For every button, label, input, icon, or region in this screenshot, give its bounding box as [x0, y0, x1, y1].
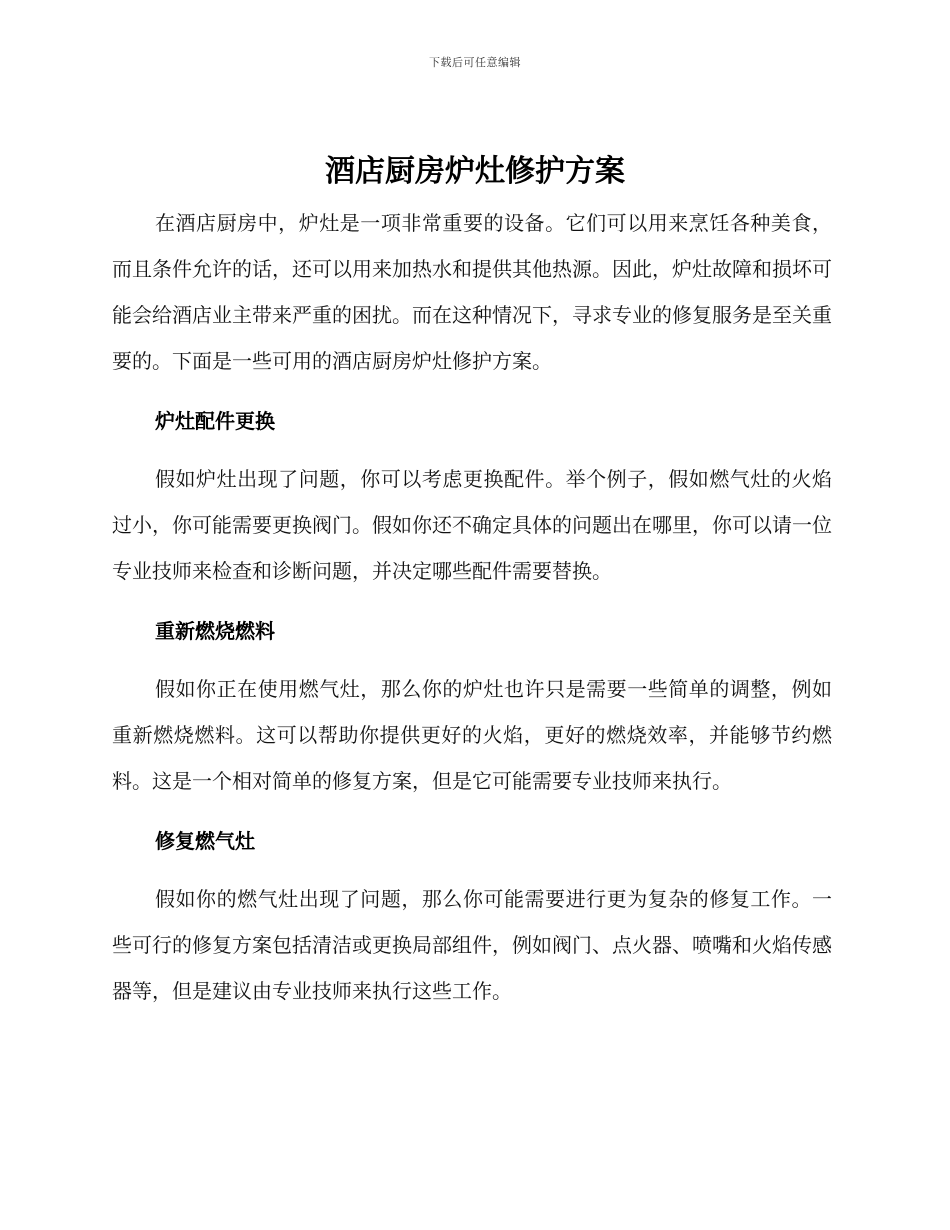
section-heading-refuel: 重新燃烧燃料	[155, 619, 275, 643]
section-heading-gas-stove-repair: 修复燃气灶	[155, 829, 255, 853]
document-body	[112, 200, 832, 1014]
document-title: 酒店厨房炉灶修护方案	[325, 154, 625, 189]
section-body-refuel: 假如你正在使用燃气灶，那么你的炉灶也许只是需要一些简单的调整，例如重新燃烧燃料。这可以帮助你提供更好的火焰，更好的燃烧效率，并能够节约燃料。这是一个相对简单的修复方案，但是它可能需要专业技师来执行。	[112, 677, 832, 793]
intro-paragraph: 在酒店厨房中，炉灶是一项非常重要的设备。它们可以用来烹饪各种美食，而且条件允许的话，还可以用来加热水和提供其他热源。因此，炉灶故障和损坏可能会给酒店业主带来严重的困扰。而在这种情况下，寻求专业的修复服务是至关重要的。下面是一些可用的酒店厨房炉灶修护方案。	[112, 211, 832, 373]
section-body-parts-replacement: 假如炉灶出现了问题，你可以考虑更换配件。举个例子，假如燃气灶的火焰过小，你可能需要更换阀门。假如你还不确定具体的问题出在哪里，你可以请一位专业技师来检查和诊断问题，并决定哪些配件需要替换。	[112, 467, 832, 583]
header-note: 下载后可任意编辑	[429, 56, 521, 69]
section-body-gas-stove-repair: 假如你的燃气灶出现了问题，那么你可能需要进行更为复杂的修复工作。一些可行的修复方案包括清洁或更换局部组件，例如阀门、点火器、喷嘴和火焰传感器等，但是建议由专业技师来执行这些工作。	[112, 887, 832, 1003]
section-heading-parts-replacement: 炉灶配件更换	[155, 409, 275, 433]
